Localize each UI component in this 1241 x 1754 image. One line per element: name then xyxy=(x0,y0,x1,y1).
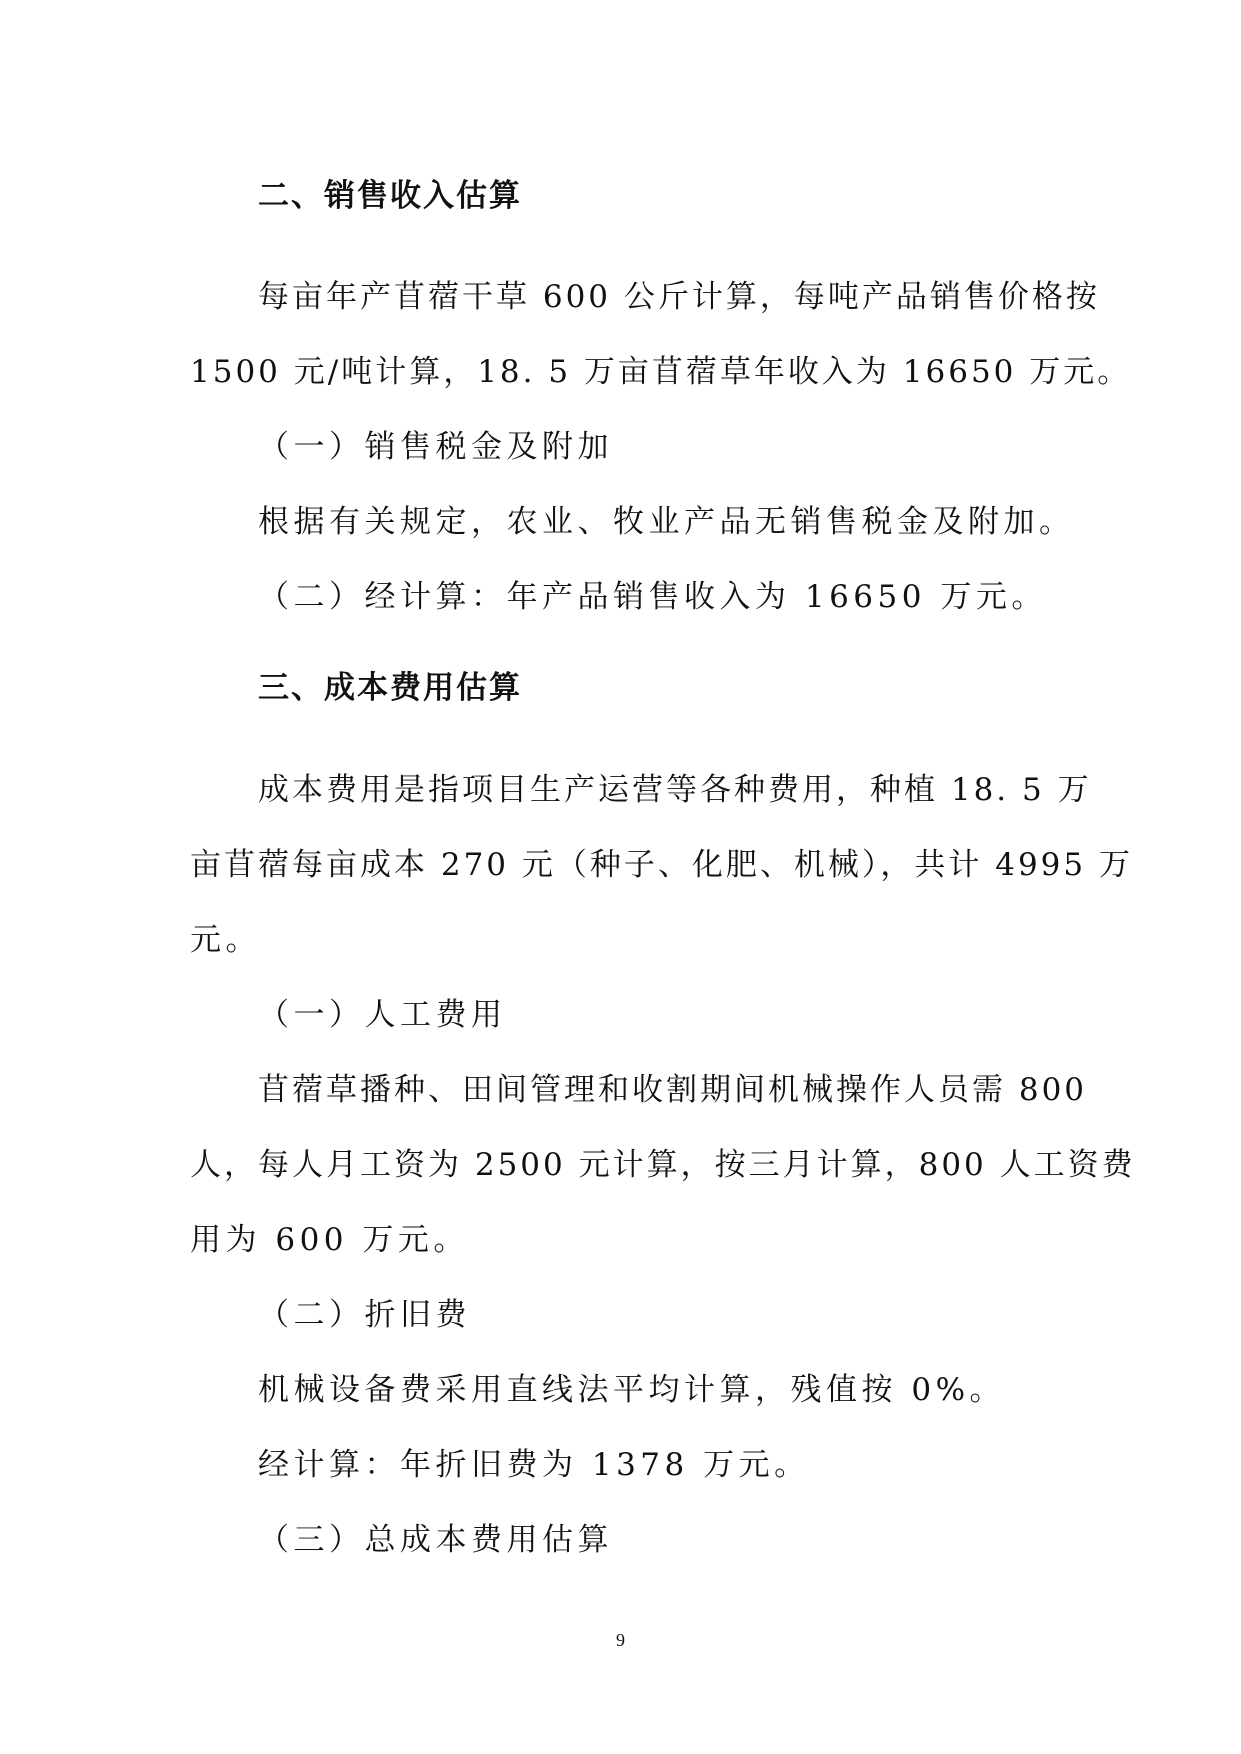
section-heading-cost-estimate: 三、成本费用估算 xyxy=(258,670,522,706)
paragraph-line: 元。 xyxy=(190,922,261,958)
subheading-sales-tax: （一）销售税金及附加 xyxy=(258,429,613,465)
subheading-depreciation: （二）折旧费 xyxy=(258,1297,471,1333)
subheading-labor-cost: （一）人工费用 xyxy=(258,997,507,1033)
paragraph-line: 每亩年产苜蓿干草 600 公斤计算，每吨产品销售价格按 xyxy=(258,279,1100,315)
paragraph-line: 1500 元/吨计算，18. 5 万亩苜蓿草年收入为 16650 万元。 xyxy=(190,354,1132,390)
paragraph-line: 机械设备费采用直线法平均计算，残值按 0%。 xyxy=(258,1372,1006,1408)
paragraph-line: 成本费用是指项目生产运营等各种费用，种植 18. 5 万 xyxy=(258,772,1092,808)
paragraph-line: 苜蓿草播种、田间管理和收割期间机械操作人员需 800 xyxy=(258,1072,1088,1108)
paragraph-line: 人，每人月工资为 2500 元计算，按三月计算，800 人工资费 xyxy=(190,1147,1136,1183)
subheading-calculation-result: （二）经计算：年产品销售收入为 16650 万元。 xyxy=(258,579,1047,615)
paragraph-line: 亩苜蓿每亩成本 270 元（种子、化肥、机械），共计 4995 万 xyxy=(190,847,1133,883)
section-heading-sales-revenue: 二、销售收入估算 xyxy=(258,178,522,214)
paragraph-line: 根据有关规定，农业、牧业产品无销售税金及附加。 xyxy=(258,504,1075,540)
paragraph-line: 经计算：年折旧费为 1378 万元。 xyxy=(258,1447,810,1483)
page-number: 9 xyxy=(616,1630,625,1650)
subheading-total-cost: （三）总成本费用估算 xyxy=(258,1522,613,1558)
paragraph-line: 用为 600 万元。 xyxy=(190,1222,469,1258)
